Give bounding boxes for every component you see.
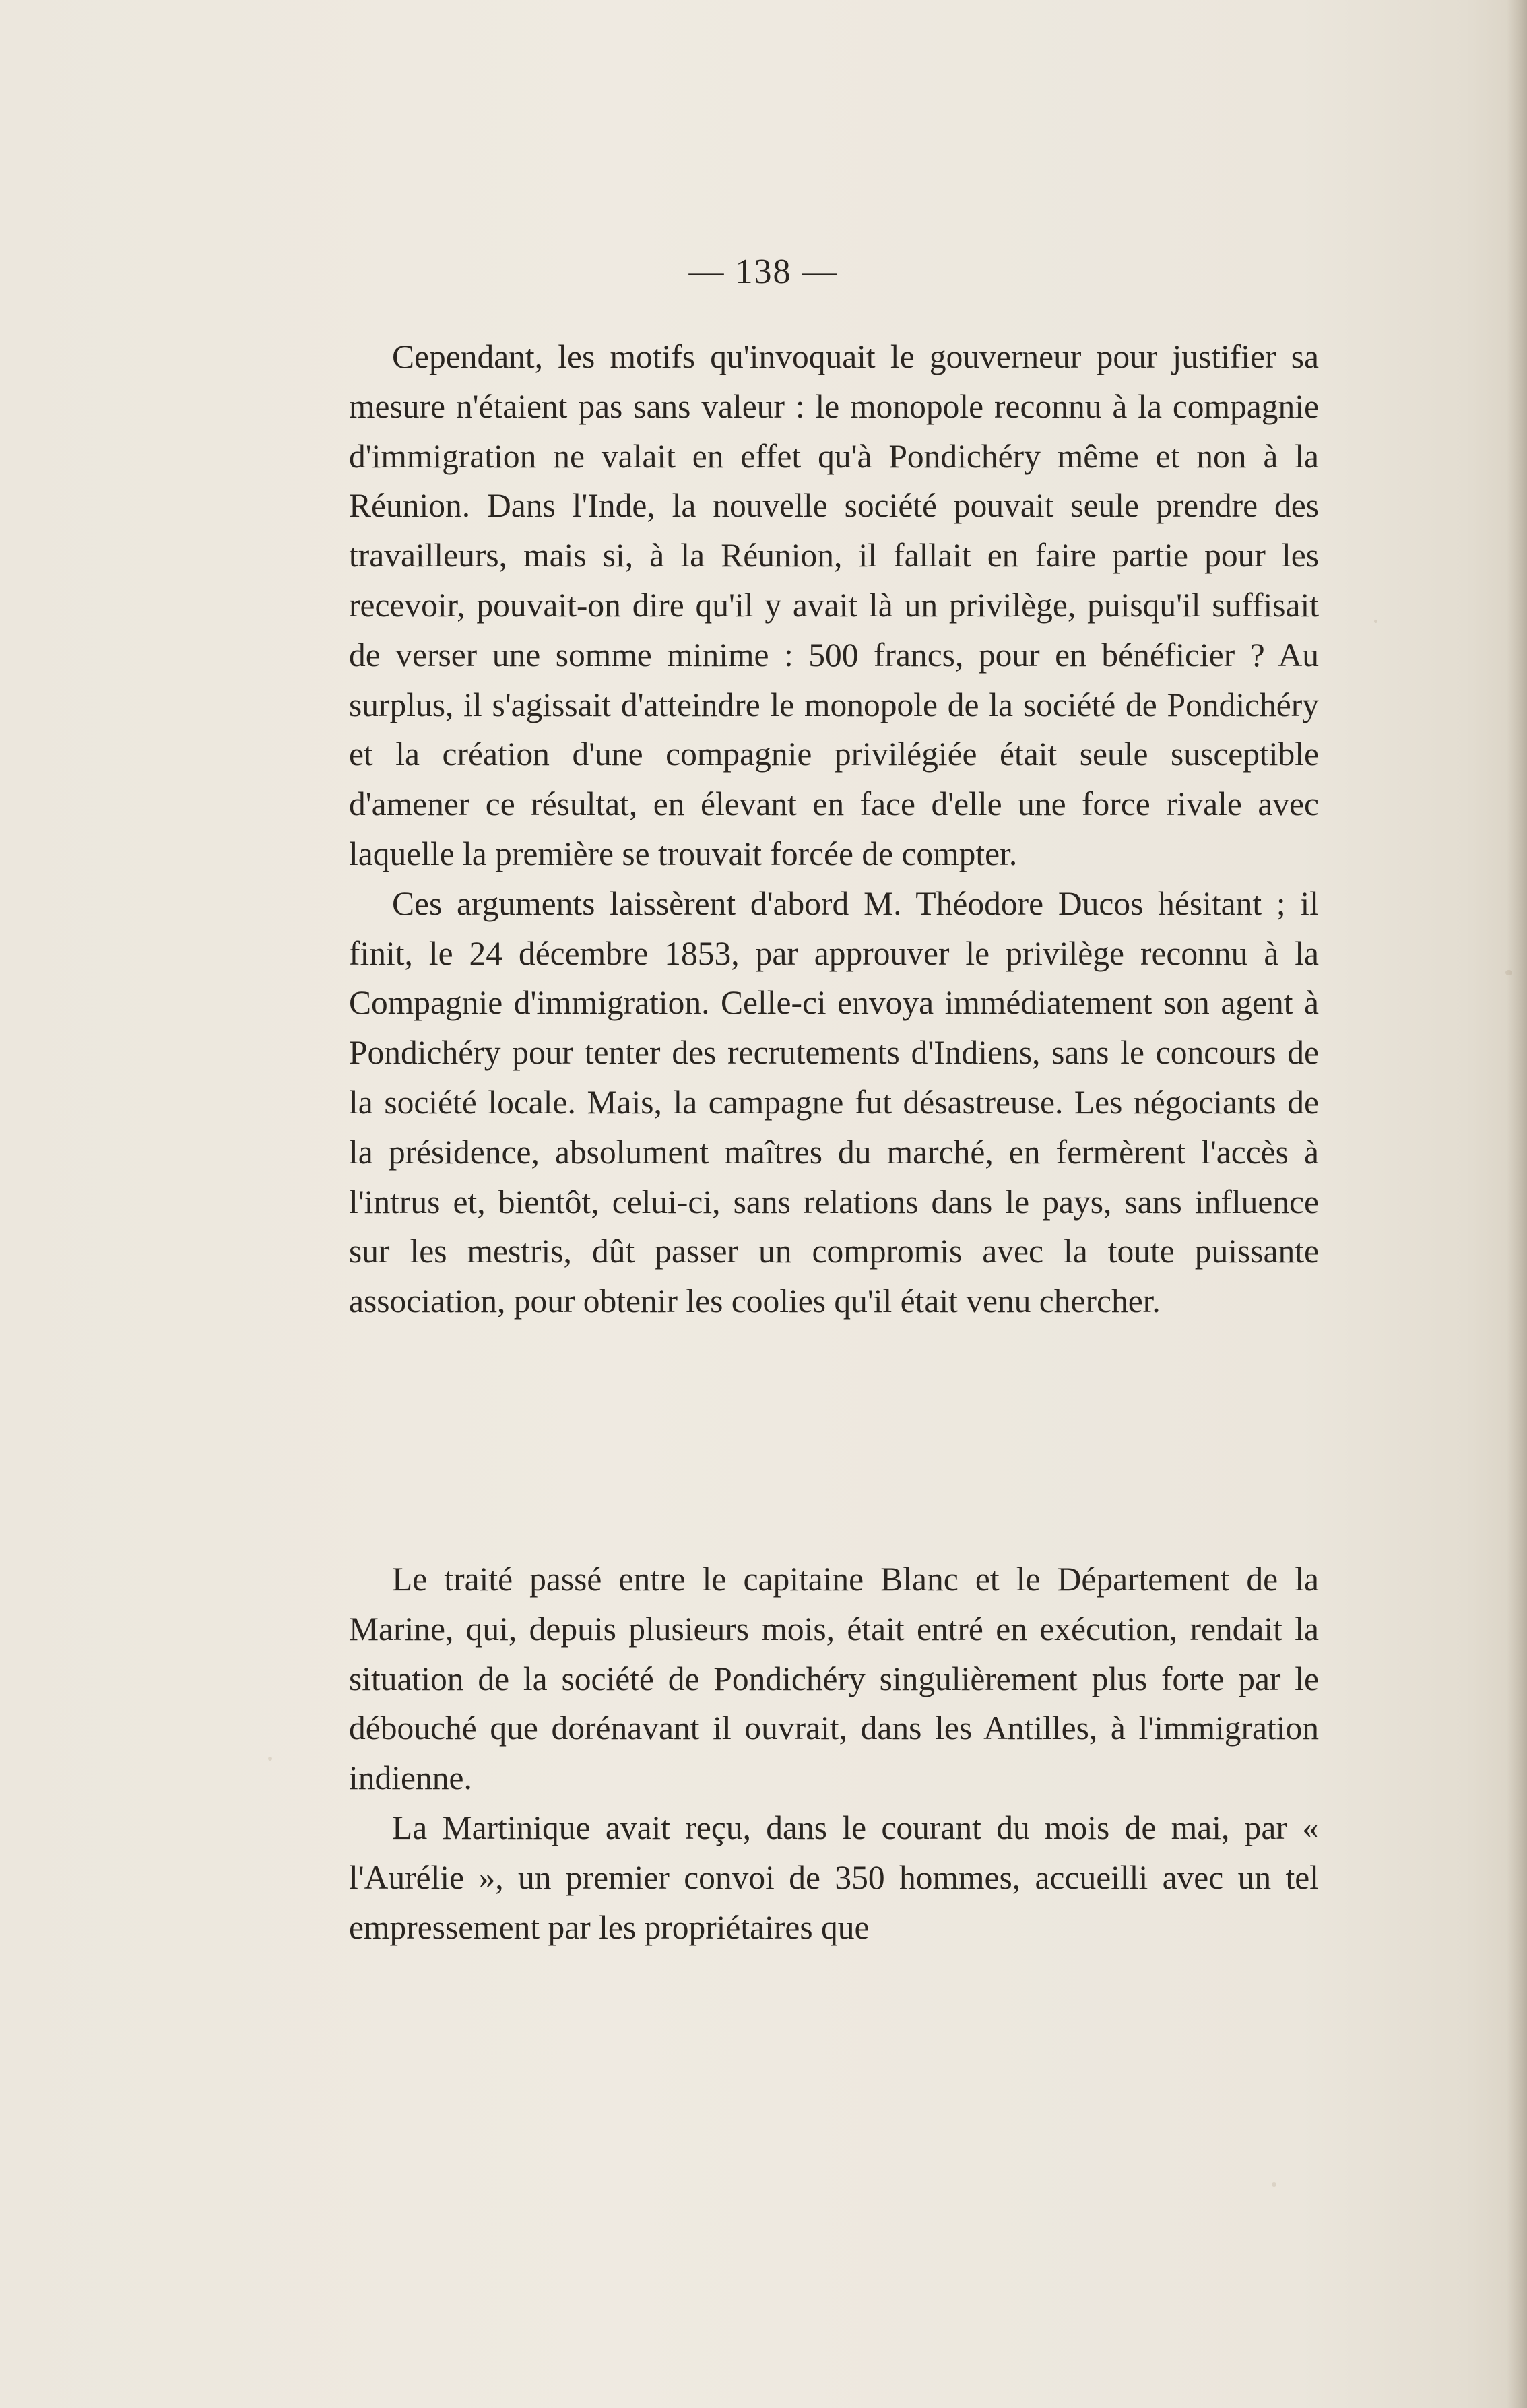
paper-speck — [1505, 970, 1512, 975]
paragraph: Ces arguments laissèrent d'abord M. Théodore Ducos hésitant ; il finit, le 24 décembre 1853, par approuver le privilège reconnu à la Compagnie d'immigration. Celle-ci envoya immédiatement son agent à Pondichéry pour tenter des recrutements d'Indiens, sans le concours de la société locale. Mais, la campagne fut désastreuse. Les négociants de la présidence, absolument maîtres du marché, en fermèrent l'accès à l'intrus et, bientôt, celui-ci, sans relations dans le pays, sans influence sur les mestris, dût passer un compromis avec la toute puissante association, pour obtenir les coolies qu'il était venu chercher. — [349, 884, 1319, 1320]
paper-speck — [1374, 620, 1377, 623]
paper-speck — [268, 1757, 272, 1761]
text-block-upper — [349, 332, 1319, 1326]
paragraph: Le traité passé entre le capitaine Blanc et le Département de la Marine, qui, depuis plusieurs mois, était entré en exécution, rendait la situation de la société de Pondichéry singulièrement plus forte par le débouché que dorénavant il ouvrait, dans les Antilles, à l'immigration indienne. — [349, 1561, 1319, 1797]
paragraph: Cependant, les motifs qu'invoquait le gouverneur pour justifier sa mesure n'étaient pas sans valeur : le monopole reconnu à la compagnie d'immigration ne valait en effet qu'à Pondichéry même et non à la Réunion. Dans l'Inde, la nouvelle société pouvait seule prendre des travailleurs, mais si, à la Réunion, il fallait en faire partie pour les recevoir, pouvait-on dire qu'il y avait là un privilège, puisqu'il suffisait de verser une somme minime : 500 francs, pour en bénéficier ? Au surplus, il s'agissait d'atteindre le monopole de la société de Pondichéry et la création d'une compagnie privilégiée était seule susceptible d'amener ce résultat, en élevant en face d'elle une force rivale avec laquelle la première se trouvait forcée de compter. — [349, 338, 1319, 872]
paper-speck — [1272, 2182, 1276, 2187]
page-edge-shadow — [1507, 0, 1527, 2408]
text-block-lower — [349, 1555, 1319, 1952]
page-number: — 138 — — [688, 253, 839, 291]
paragraph: La Martinique avait reçu, dans le courant du mois de mai, par « l'Aurélie », un premier convoi de 350 hommes, accueilli avec un tel empressement par les propriétaires que — [349, 1809, 1319, 1946]
